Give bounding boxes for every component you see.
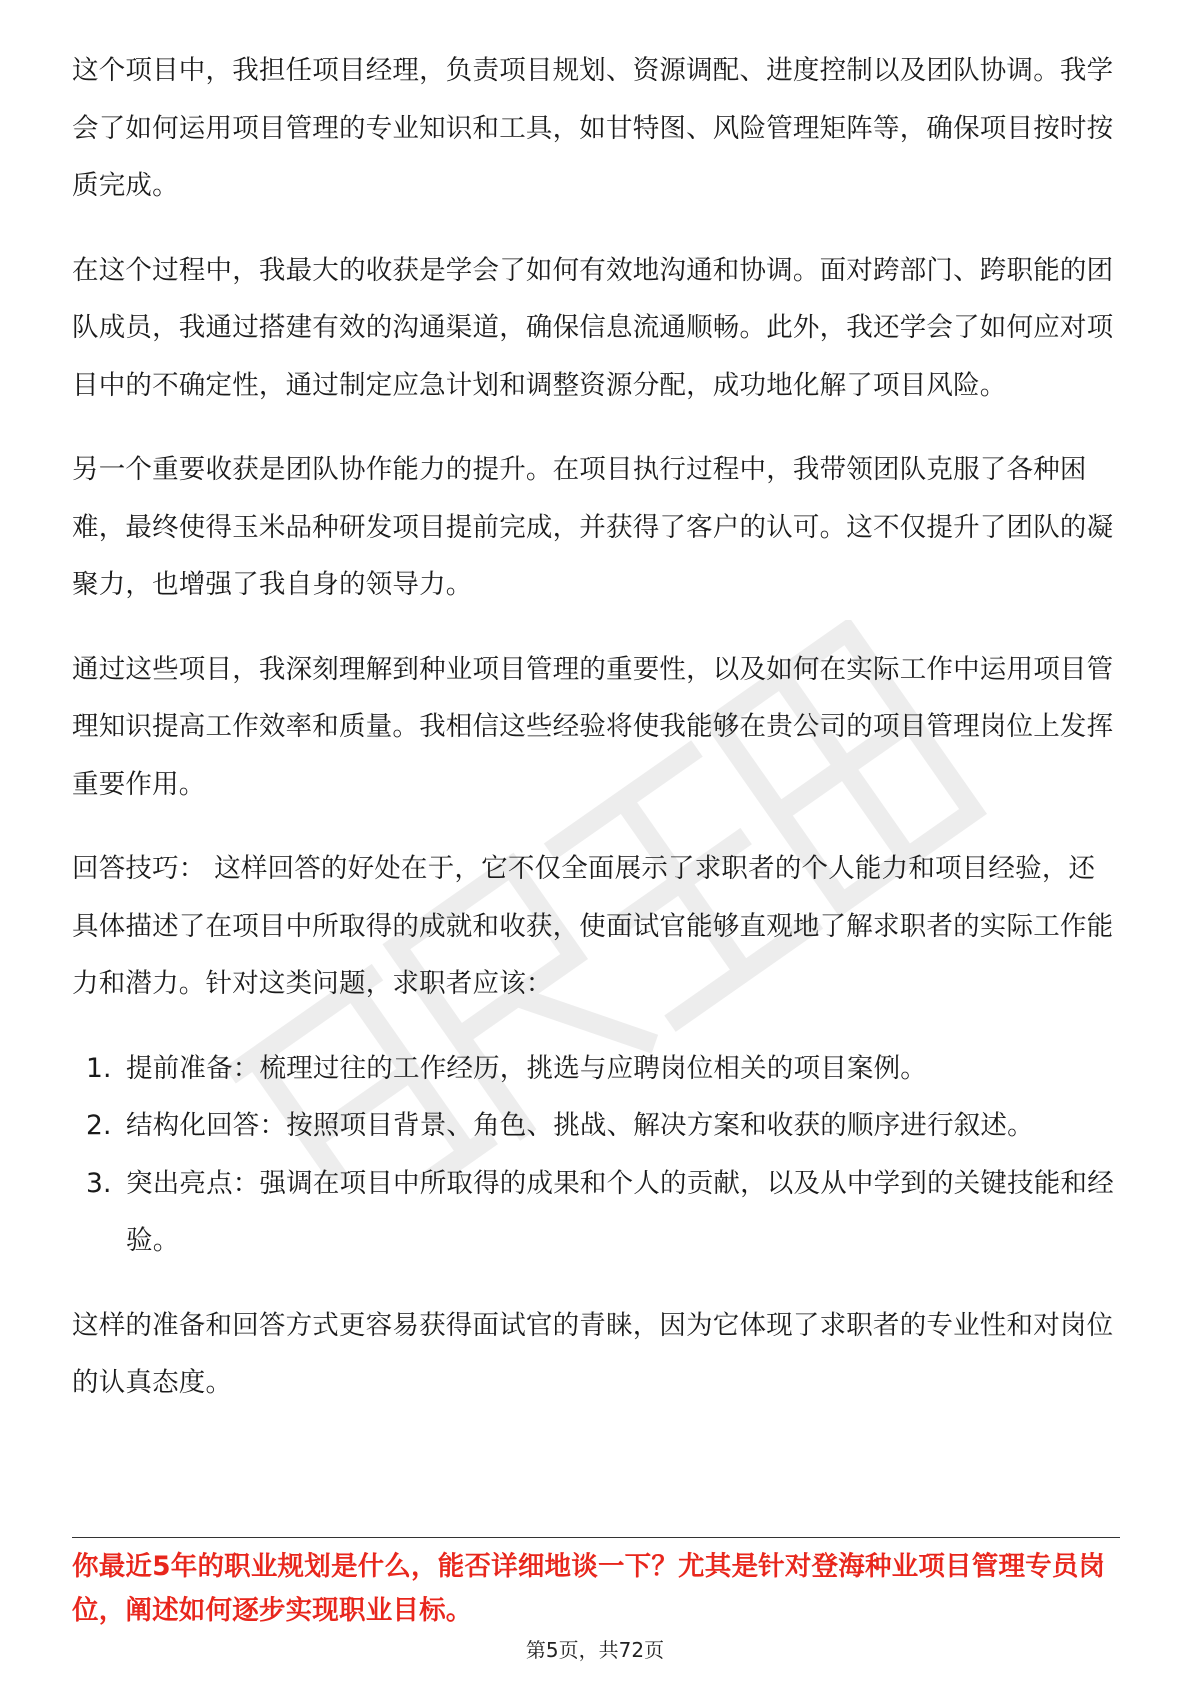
paragraph-answer-tips: 回答技巧： 这样回答的好处在于，它不仅全面展示了求职者的个人能力和项目经验，还具体描述了在项目中所取得的成就和收获，使面试官能够直观地了解求职者的实际工作能力和潜力。针对这类问题，求职者应该：	[72, 853, 1114, 999]
document-body	[72, 42, 1120, 1439]
tips-list	[72, 1040, 1120, 1270]
paragraph-closing: 这样的准备和回答方式更容易获得面试官的青睐，因为它体现了求职者的专业性和对岗位的认真态度。	[72, 1309, 1114, 1398]
list-item	[72, 1040, 1120, 1098]
page-number: 第5页，共72页	[525, 1638, 665, 1662]
list-item-number: 2.	[86, 1110, 112, 1141]
section-divider	[72, 1537, 1120, 1538]
list-item-text: 提前准备：梳理过往的工作经历，挑选与应聘岗位相关的项目案例。	[126, 1052, 927, 1084]
paragraph-communication: 在这个过程中，我最大的收获是学会了如何有效地沟通和协调。面对跨部门、跨职能的团队成员，我通过搭建有效的沟通渠道，确保信息流通顺畅。此外，我还学会了如何应对项目中的不确定性，通过制定应急计划和调整资源分配，成功地化解了项目风险。	[72, 254, 1114, 401]
list-item-text: 结构化回答：按照项目背景、角色、挑战、解决方案和收获的顺序进行叙述。	[126, 1110, 1034, 1141]
paragraph-understanding: 通过这些项目，我深刻理解到种业项目管理的重要性，以及如何在实际工作中运用项目管理知识提高工作效率和质量。我相信这些经验将使我能够在贵公司的项目管理岗位上发挥重要作用。	[72, 653, 1114, 800]
list-item	[72, 1155, 1120, 1270]
next-question-heading: 你最近5年的职业规划是什么，能否详细地谈一下？尤其是针对登海种业项目管理专员岗位，阐述如何逐步实现职业目标。	[72, 1551, 1106, 1626]
paragraph-teamwork: 另一个重要收获是团队协作能力的提升。在项目执行过程中，我带领团队克服了各种困难，最终使得玉米品种研发项目提前完成，并获得了客户的认可。这不仅提升了团队的凝聚力，也增强了我自身的领导力。	[72, 454, 1114, 600]
list-item-number: 1.	[86, 1052, 112, 1084]
paragraph-role: 这个项目中，我担任项目经理，负责项目规划、资源调配、进度控制以及团队协调。我学会了如何运用项目管理的专业知识和工具，如甘特图、风险管理矩阵等，确保项目按时按质完成。	[72, 55, 1114, 201]
list-item-number: 3.	[86, 1167, 112, 1199]
list-item	[72, 1097, 1120, 1155]
list-item-text: 突出亮点：强调在项目中所取得的成果和个人的贡献，以及从中学到的关键技能和经验。	[126, 1167, 1114, 1256]
